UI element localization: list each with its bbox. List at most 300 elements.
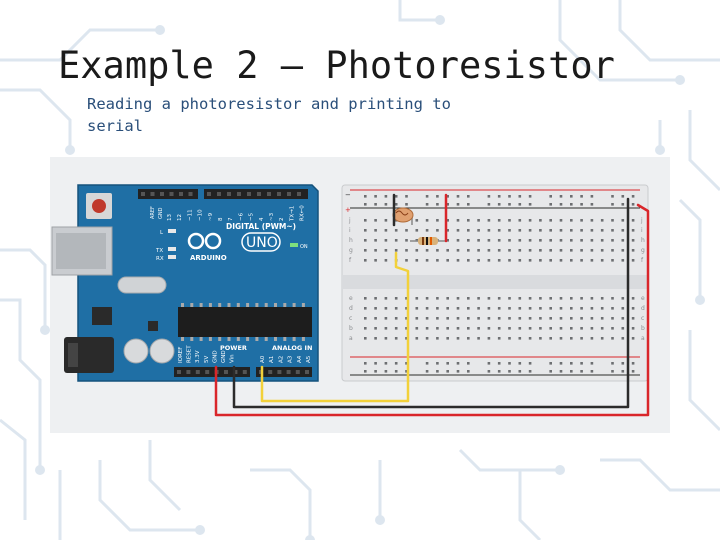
header-pin <box>189 192 193 196</box>
breadboard-hole <box>457 370 460 373</box>
breadboard-hole <box>446 327 449 330</box>
row-letter: a <box>349 335 353 342</box>
slide-title: Example 2 – Photoresistor <box>58 44 615 87</box>
breadboard-hole <box>632 259 635 262</box>
breadboard-hole <box>529 203 532 206</box>
breadboard-hole <box>416 297 419 300</box>
pin-label: A4 <box>296 355 303 363</box>
breadboard-hole <box>436 370 439 373</box>
header-pin <box>205 370 209 374</box>
breadboard-hole <box>426 259 429 262</box>
breadboard-hole <box>446 317 449 320</box>
breadboard-hole <box>508 219 511 222</box>
breadboard-hole <box>426 327 429 330</box>
row-letter: g <box>349 247 353 254</box>
breadboard-hole <box>364 307 367 310</box>
breadboard-hole <box>385 327 388 330</box>
breadboard-hole <box>632 307 635 310</box>
breadboard-hole <box>560 229 563 232</box>
breadboard-hole <box>611 249 614 252</box>
header-pin <box>160 192 164 196</box>
breadboard-hole <box>570 370 573 373</box>
breadboard-hole <box>529 370 532 373</box>
breadboard-hole <box>632 337 635 340</box>
breadboard-hole <box>549 337 552 340</box>
breadboard-hole <box>580 297 583 300</box>
breadboard-hole <box>436 229 439 232</box>
breadboard-hole <box>519 362 522 365</box>
breadboard-hole <box>622 203 625 206</box>
breadboard-hole <box>622 307 625 310</box>
breadboard-hole <box>560 317 563 320</box>
breadboard-hole <box>611 327 614 330</box>
row-letter: e <box>641 295 645 302</box>
breadboard-hole <box>529 317 532 320</box>
breadboard-hole <box>601 219 604 222</box>
breadboard-hole <box>622 239 625 242</box>
breadboard-hole <box>549 297 552 300</box>
breadboard-hole <box>508 229 511 232</box>
pin-label: TX→1 <box>289 205 296 221</box>
breadboard-hole <box>580 195 583 198</box>
breadboard-hole <box>374 362 377 365</box>
breadboard-hole <box>580 249 583 252</box>
breadboard-hole <box>426 219 429 222</box>
breadboard-hole <box>488 195 491 198</box>
row-letter: b <box>641 325 645 332</box>
breadboard-hole <box>570 203 573 206</box>
row-letter: c <box>349 315 353 322</box>
breadboard-hole <box>622 219 625 222</box>
breadboard-hole <box>436 327 439 330</box>
breadboard-hole <box>395 203 398 206</box>
breadboard-hole <box>529 362 532 365</box>
breadboard-hole <box>416 327 419 330</box>
breadboard-hole <box>457 337 460 340</box>
breadboard-hole <box>601 297 604 300</box>
breadboard-hole <box>632 370 635 373</box>
tx-label: TX <box>156 248 164 254</box>
breadboard-hole <box>405 203 408 206</box>
breadboard-hole <box>498 229 501 232</box>
breadboard-hole <box>580 362 583 365</box>
breadboard-hole <box>632 203 635 206</box>
header-pin <box>224 370 228 374</box>
breadboard-hole <box>457 259 460 262</box>
breadboard-hole <box>488 327 491 330</box>
breadboard-hole <box>395 229 398 232</box>
breadboard-hole <box>477 259 480 262</box>
header-pin <box>247 192 251 196</box>
breadboard-hole <box>591 297 594 300</box>
breadboard-hole <box>488 229 491 232</box>
breadboard-hole <box>632 362 635 365</box>
breadboard-hole <box>436 362 439 365</box>
breadboard-hole <box>560 239 563 242</box>
chip-pin <box>293 303 296 307</box>
breadboard-hole <box>580 203 583 206</box>
header-pin <box>243 370 247 374</box>
chip-pin <box>218 303 221 307</box>
breadboard-hole <box>498 195 501 198</box>
breadboard-hole <box>374 229 377 232</box>
chip-pin <box>283 303 286 307</box>
breadboard-hole <box>560 297 563 300</box>
breadboard-hole <box>529 307 532 310</box>
breadboard-hole <box>426 317 429 320</box>
breadboard-hole <box>508 370 511 373</box>
header-pin <box>186 370 190 374</box>
breadboard-hole <box>580 327 583 330</box>
breadboard-hole <box>580 229 583 232</box>
row-letter: j <box>641 217 643 224</box>
breadboard-hole <box>508 239 511 242</box>
pin-label: 7 <box>228 217 235 221</box>
breadboard-hole <box>488 297 491 300</box>
header-pin <box>296 370 300 374</box>
breadboard-hole <box>519 195 522 198</box>
breadboard-hole <box>457 219 460 222</box>
chip-pin <box>181 337 184 341</box>
breadboard-hole <box>611 195 614 198</box>
breadboard-hole <box>560 259 563 262</box>
breadboard-hole <box>446 337 449 340</box>
pin-label: RESET <box>186 345 193 363</box>
breadboard-hole <box>488 370 491 373</box>
breadboard-hole <box>364 362 367 365</box>
chip-pin <box>190 303 193 307</box>
breadboard-hole <box>416 337 419 340</box>
chip-pin <box>246 303 249 307</box>
breadboard-hole <box>405 195 408 198</box>
breadboard-hole <box>446 362 449 365</box>
row-letter: f <box>349 257 352 264</box>
breadboard-hole <box>426 297 429 300</box>
breadboard-hole <box>467 337 470 340</box>
power-label: POWER <box>220 344 247 352</box>
breadboard-hole <box>457 362 460 365</box>
breadboard-hole <box>374 317 377 320</box>
chip-pin <box>228 303 231 307</box>
breadboard-hole <box>498 317 501 320</box>
breadboard-hole <box>374 297 377 300</box>
pin-label: 8 <box>218 217 224 221</box>
breadboard-hole <box>405 249 408 252</box>
breadboard-hole <box>570 297 573 300</box>
pin-label: ~3 <box>269 212 275 221</box>
breadboard-hole <box>498 370 501 373</box>
header-pin <box>207 192 211 196</box>
breadboard-hole <box>416 317 419 320</box>
pin-label: ~9 <box>207 212 214 221</box>
breadboard-hole <box>498 219 501 222</box>
breadboard-hole <box>477 297 480 300</box>
breadboard-hole <box>622 249 625 252</box>
breadboard-hole <box>405 229 408 232</box>
breadboard-hole <box>436 249 439 252</box>
row-letter: i <box>349 227 351 234</box>
breadboard-hole <box>632 297 635 300</box>
breadboard-hole <box>477 337 480 340</box>
breadboard-hole <box>611 239 614 242</box>
breadboard-hole <box>611 307 614 310</box>
breadboard-hole <box>488 337 491 340</box>
breadboard-hole <box>477 219 480 222</box>
breadboard-hole <box>529 297 532 300</box>
microcontroller-chip <box>178 307 312 337</box>
chip-pin <box>209 337 212 341</box>
chip-pin <box>246 337 249 341</box>
pin-label: A3 <box>287 355 294 363</box>
breadboard-hole <box>529 327 532 330</box>
breadboard-hole <box>580 370 583 373</box>
breadboard-hole <box>457 249 460 252</box>
header-pin <box>305 370 309 374</box>
header-pin <box>179 192 183 196</box>
breadboard-hole <box>560 219 563 222</box>
breadboard-hole <box>467 195 470 198</box>
breadboard-hole <box>632 229 635 232</box>
breadboard-hole <box>539 249 542 252</box>
breadboard-hole <box>549 307 552 310</box>
breadboard-hole <box>519 307 522 310</box>
breadboard-hole <box>549 229 552 232</box>
breadboard-hole <box>591 307 594 310</box>
breadboard-hole <box>436 337 439 340</box>
breadboard-hole <box>467 370 470 373</box>
breadboard-hole <box>457 327 460 330</box>
header-pin <box>227 192 231 196</box>
breadboard-hole <box>529 229 532 232</box>
breadboard-hole <box>364 229 367 232</box>
breadboard-hole <box>549 219 552 222</box>
breadboard-hole <box>570 229 573 232</box>
breadboard-hole <box>611 203 614 206</box>
breadboard-hole <box>467 307 470 310</box>
breadboard-hole <box>467 259 470 262</box>
breadboard-hole <box>498 249 501 252</box>
breadboard-hole <box>591 259 594 262</box>
breadboard-hole <box>580 337 583 340</box>
header-pin <box>267 192 271 196</box>
breadboard-hole <box>477 307 480 310</box>
breadboard-hole <box>395 327 398 330</box>
breadboard-hole <box>364 203 367 206</box>
breadboard-hole <box>549 203 552 206</box>
pin-label: 12 <box>177 214 184 221</box>
breadboard-hole <box>549 239 552 242</box>
breadboard-hole <box>529 219 532 222</box>
breadboard-hole <box>446 307 449 310</box>
breadboard-hole <box>570 219 573 222</box>
breadboard-hole <box>508 362 511 365</box>
chip-pin <box>302 303 305 307</box>
header-pin <box>277 370 281 374</box>
breadboard-hole <box>385 259 388 262</box>
chip-pin <box>255 337 258 341</box>
breadboard-hole <box>488 317 491 320</box>
breadboard-hole <box>364 337 367 340</box>
breadboard-hole <box>591 249 594 252</box>
pin-label: Vin <box>229 354 236 363</box>
breadboard-hole <box>549 249 552 252</box>
header-pin <box>277 192 281 196</box>
breadboard-hole <box>529 239 532 242</box>
breadboard-hole <box>385 195 388 198</box>
breadboard-hole <box>395 317 398 320</box>
pin-label: GND <box>212 350 219 363</box>
breadboard-hole <box>580 259 583 262</box>
breadboard-hole <box>477 249 480 252</box>
breadboard-hole <box>591 337 594 340</box>
breadboard-hole <box>560 203 563 206</box>
breadboard-hole <box>374 327 377 330</box>
breadboard-hole <box>374 259 377 262</box>
breadboard-hole <box>539 259 542 262</box>
breadboard-hole <box>498 297 501 300</box>
chip-pin <box>200 337 203 341</box>
breadboard-hole <box>508 307 511 310</box>
breadboard-hole <box>580 219 583 222</box>
breadboard-hole <box>498 327 501 330</box>
breadboard-hole <box>508 327 511 330</box>
breadboard-hole <box>601 317 604 320</box>
breadboard-hole <box>477 229 480 232</box>
breadboard-hole <box>632 195 635 198</box>
breadboard-hole <box>385 219 388 222</box>
breadboard-hole <box>385 370 388 373</box>
header-pin <box>287 192 291 196</box>
chip-pin <box>274 337 277 341</box>
breadboard-hole <box>611 362 614 365</box>
digital-label: DIGITAL (PWM~) <box>226 222 297 231</box>
breadboard-hole <box>611 317 614 320</box>
breadboard-hole <box>395 297 398 300</box>
breadboard-hole <box>622 195 625 198</box>
circuit-diagram <box>50 157 670 433</box>
breadboard-hole <box>508 195 511 198</box>
pin-label: 5V <box>203 355 210 363</box>
breadboard-hole <box>508 259 511 262</box>
model-label: UNO <box>246 235 278 251</box>
breadboard-hole <box>426 203 429 206</box>
breadboard-hole <box>611 219 614 222</box>
breadboard-hole <box>601 249 604 252</box>
breadboard-hole <box>539 337 542 340</box>
breadboard-hole <box>457 195 460 198</box>
breadboard-hole <box>364 327 367 330</box>
breadboard-hole <box>374 307 377 310</box>
breadboard-hole <box>601 327 604 330</box>
breadboard-hole <box>364 249 367 252</box>
row-letter: i <box>641 227 643 234</box>
breadboard-hole <box>374 249 377 252</box>
breadboard-hole <box>374 219 377 222</box>
chip-pin <box>302 337 305 341</box>
breadboard-hole <box>364 317 367 320</box>
pin-label: A5 <box>306 355 312 363</box>
breadboard-hole <box>591 219 594 222</box>
crystal <box>118 277 166 293</box>
breadboard-hole <box>570 337 573 340</box>
breadboard-hole <box>395 337 398 340</box>
capacitor <box>124 339 148 363</box>
breadboard-hole <box>560 249 563 252</box>
breadboard-hole <box>519 259 522 262</box>
breadboard-hole <box>426 249 429 252</box>
rx-label: RX <box>156 256 164 262</box>
breadboard-hole <box>570 259 573 262</box>
chip-pin <box>181 303 184 307</box>
pin-label: A1 <box>269 355 276 363</box>
breadboard-hole <box>632 239 635 242</box>
chip-pin <box>255 303 258 307</box>
breadboard-hole <box>560 370 563 373</box>
breadboard-hole <box>601 337 604 340</box>
breadboard-hole <box>374 370 377 373</box>
chip-pin <box>200 303 203 307</box>
chip-pin <box>293 337 296 341</box>
chip-pin <box>237 337 240 341</box>
breadboard-hole <box>467 249 470 252</box>
breadboard-hole <box>364 259 367 262</box>
breadboard-hole <box>519 203 522 206</box>
pin-label: 13 <box>167 214 173 221</box>
header-pin <box>177 370 181 374</box>
chip-pin <box>209 303 212 307</box>
breadboard-hole <box>457 239 460 242</box>
breadboard-hole <box>477 239 480 242</box>
breadboard-hole <box>385 337 388 340</box>
breadboard-hole <box>416 219 419 222</box>
breadboard-hole <box>488 203 491 206</box>
breadboard-hole <box>457 297 460 300</box>
breadboard-hole <box>385 249 388 252</box>
breadboard-hole <box>457 229 460 232</box>
analog-label: ANALOG IN <box>272 344 313 352</box>
breadboard-hole <box>632 249 635 252</box>
breadboard-hole <box>508 203 511 206</box>
pin-label: RX←0 <box>299 205 306 221</box>
breadboard-hole <box>549 195 552 198</box>
header-pin <box>151 192 155 196</box>
breadboard-hole <box>498 362 501 365</box>
breadboard-hole <box>416 307 419 310</box>
breadboard-hole <box>601 229 604 232</box>
breadboard-hole <box>374 195 377 198</box>
breadboard-hole <box>385 362 388 365</box>
header-pin <box>141 192 145 196</box>
breadboard-hole <box>436 203 439 206</box>
chip-pin <box>265 337 268 341</box>
aref-label: AREF <box>150 206 156 219</box>
breadboard-hole <box>467 203 470 206</box>
breadboard-hole <box>457 203 460 206</box>
breadboard-hole <box>570 362 573 365</box>
breadboard-hole <box>622 317 625 320</box>
breadboard-hole <box>560 337 563 340</box>
breadboard-hole <box>519 239 522 242</box>
breadboard-hole <box>467 317 470 320</box>
breadboard-hole <box>622 362 625 365</box>
breadboard-hole <box>498 337 501 340</box>
breadboard-hole <box>591 317 594 320</box>
breadboard-hole <box>467 239 470 242</box>
breadboard-hole <box>570 239 573 242</box>
gnd-label: GND <box>158 207 164 219</box>
breadboard-hole <box>395 249 398 252</box>
slide-subtitle: Reading a photoresistor and printing to serial <box>87 95 451 135</box>
